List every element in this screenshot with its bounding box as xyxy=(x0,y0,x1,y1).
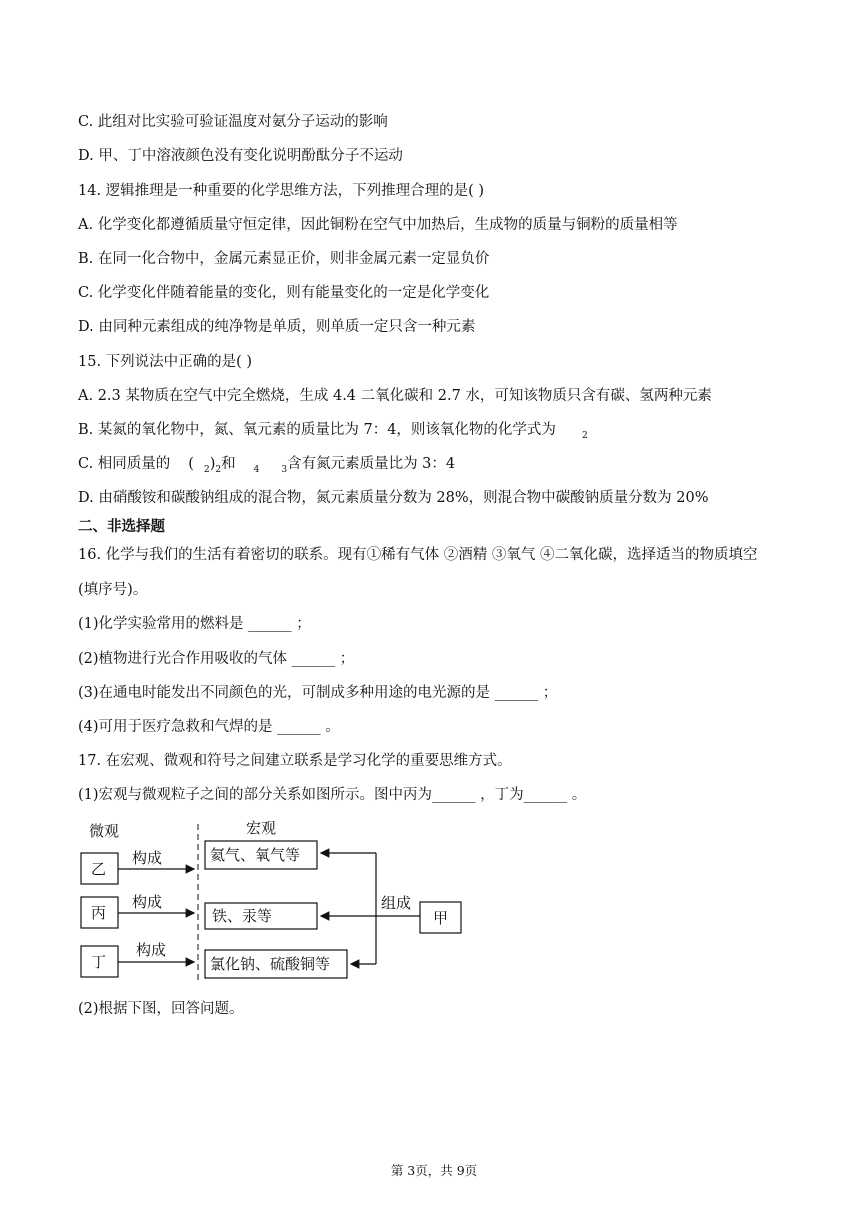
box-ding-label: 丁 xyxy=(91,953,107,971)
option-15c-sub4: 3 xyxy=(281,465,288,475)
option-15d: D. 由硝酸铵和碳酸钠组成的混合物，氮元素质量分数为 28%，则混合物中碳酸钠质量分数为 20% xyxy=(78,490,709,506)
arrow-label-constitute-2: 构成 xyxy=(132,893,163,911)
option-15c xyxy=(78,454,848,476)
option-14a: A. 化学变化都遵循质量守恒定律，因此铜粉在空气中加热后，生成物的质量与铜粉的质量相等 xyxy=(78,217,678,233)
compose-label: 组成 xyxy=(381,894,412,912)
question-16-part1: (1)化学实验常用的燃料是 ______ ； xyxy=(78,616,311,632)
option-13d: D. 甲、丁中溶液颜色没有变化说明酚酞分子不运动 xyxy=(78,148,403,164)
option-15b-subscript: 2 xyxy=(581,431,588,441)
section-heading-nonchoice: 二、非选择题 xyxy=(78,518,165,535)
option-14b: B. 在同一化合物中，金属元素显正价，则非金属元素一定显负价 xyxy=(78,251,490,267)
question-16-part2: (2)植物进行光合作用吸收的气体 ______ ； xyxy=(78,651,355,667)
macro-label-3: 氯化钠、硫酸铜等 xyxy=(210,955,331,973)
option-15c-sub3: 4 xyxy=(253,465,260,475)
question-16: 16. 化学与我们的生活有着密切的联系。现有①稀有气体 ②酒精 ③氧气 ④二氧化碳，选择适当的物质填空 xyxy=(78,547,758,563)
arrow-label-constitute-3: 构成 xyxy=(136,941,167,959)
question-14: 14. 逻辑推理是一种重要的化学思维方法，下列推理合理的是( ) xyxy=(78,183,485,199)
box-bing-label: 丙 xyxy=(91,904,107,922)
option-15c-sub1: 2 xyxy=(203,465,210,475)
option-14d: D. 由同种元素组成的纯净物是单质，则单质一定只含一种元素 xyxy=(78,319,476,335)
question-16-continued: (填序号)。 xyxy=(78,582,148,598)
option-15a: A. 2.3 某物质在空气中完全燃烧，生成 4.4 二氧化碳和 2.7 水，可知该物质只含有碳、氢两种元素 xyxy=(78,388,712,404)
macro-label-2: 铁、汞等 xyxy=(212,907,273,925)
macro-label-1: 氦气、氧气等 xyxy=(210,846,301,864)
option-15b-text: B. 某氮的氧化物中，氮、氧元素的质量比为 7：4，则该氧化物的化学式为 xyxy=(78,422,556,438)
option-14c: C. 化学变化伴随着能量的变化，则有能量变化的一定是化学变化 xyxy=(78,285,490,301)
box-yi-label: 乙 xyxy=(91,860,107,878)
question-17-part1: (1)宏观与微观粒子之间的部分关系如图所示。图中丙为______ ，丁为______ 。 xyxy=(78,787,587,803)
option-15c-paren-open: ( xyxy=(188,456,194,472)
macro-micro-diagram xyxy=(76,816,476,986)
question-15: 15. 下列说法中正确的是( ) xyxy=(78,354,253,370)
option-15c-sub2: 2 xyxy=(215,465,222,475)
option-13c: C. 此组对比实验可验证温度对氨分子运动的影响 xyxy=(78,114,388,130)
header-micro: 微观 xyxy=(89,822,120,840)
option-15c-and: 和 xyxy=(221,456,236,472)
question-16-part4: (4)可用于医疗急救和气焊的是 ______ 。 xyxy=(78,719,340,735)
page-footer: 第 3页，共 9页 xyxy=(390,1163,478,1178)
question-17: 17. 在宏观、微观和符号之间建立联系是学习化学的重要思维方式。 xyxy=(78,753,512,769)
question-16-part3: (3)在通电时能发出不同颜色的光，可制成多种用途的电光源的是 ______ ； xyxy=(78,685,558,701)
option-15c-text-a: C. 相同质量的 xyxy=(78,456,171,472)
header-macro: 宏观 xyxy=(246,819,277,837)
arrow-label-constitute-1: 构成 xyxy=(132,849,163,867)
option-15c-text-e: 含有氮元素质量比为 3：4 xyxy=(287,456,456,472)
box-jia-label: 甲 xyxy=(433,909,449,927)
option-15b xyxy=(78,420,848,442)
option-15c-paren-close: ) xyxy=(209,456,216,472)
question-17-part2: (2)根据下图，回答问题。 xyxy=(78,1001,244,1017)
